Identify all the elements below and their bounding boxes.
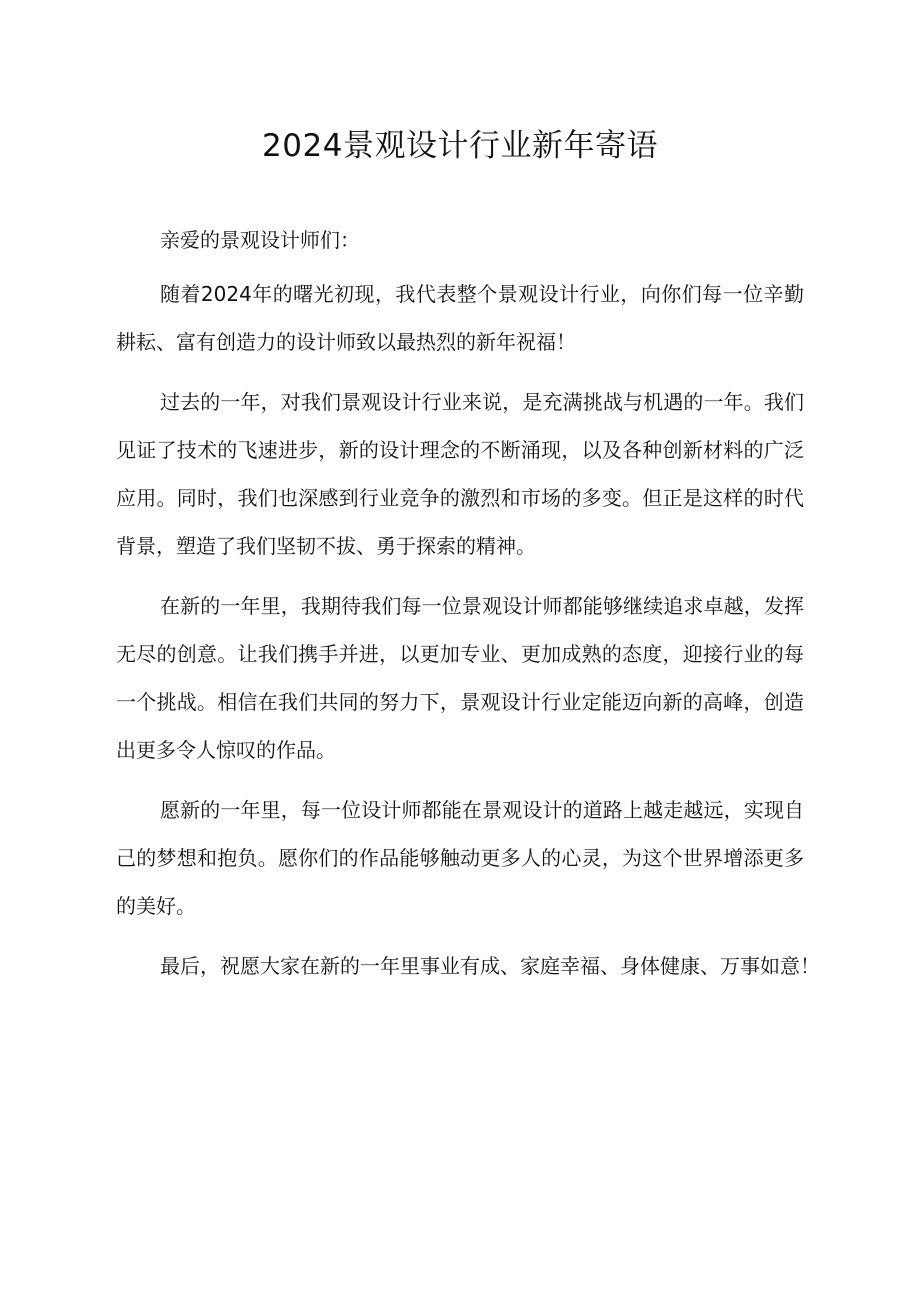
paragraph-wishes: 愿新的一年里，每一位设计师都能在景观设计的道路上越走越远，实现自己的梦想和抱负。愿你们的作品能够触动更多人的心灵，为这个世界增添更多的美好。 bbox=[116, 798, 804, 918]
document-body bbox=[116, 222, 820, 990]
closing-line: 最后，祝愿大家在新的一年里事业有成、家庭幸福、身体健康、万事如意！ bbox=[160, 954, 820, 978]
document-title: 2024景观设计行业新年寄语 bbox=[262, 128, 658, 164]
paragraph-expectations: 在新的一年里，我期待我们每一位景观设计师都能够继续追求卓越，发挥无尽的创意。让我们携手并进，以更加专业、更加成熟的态度，迎接行业的每一个挑战。相信在我们共同的努力下，景观设计行业定能迈向新的高峰，创造出更多令人惊叹的作品。 bbox=[116, 594, 804, 762]
paragraph-past-year: 过去的一年，对我们景观设计行业来说，是充满挑战与机遇的一年。我们见证了技术的飞速进步，新的设计理念的不断涌现，以及各种创新材料的广泛应用。同时，我们也深感到行业竞争的激烈和市场的多变。但正是这样的时代背景，塑造了我们坚韧不拔、勇于探索的精神。 bbox=[116, 390, 804, 558]
paragraph-new-year-wishes: 随着2024年的曙光初现，我代表整个景观设计行业，向你们每一位辛勤耕耘、富有创造力的设计师致以最热烈的新年祝福！ bbox=[116, 282, 804, 354]
greeting: 亲爱的景观设计师们： bbox=[160, 228, 360, 252]
